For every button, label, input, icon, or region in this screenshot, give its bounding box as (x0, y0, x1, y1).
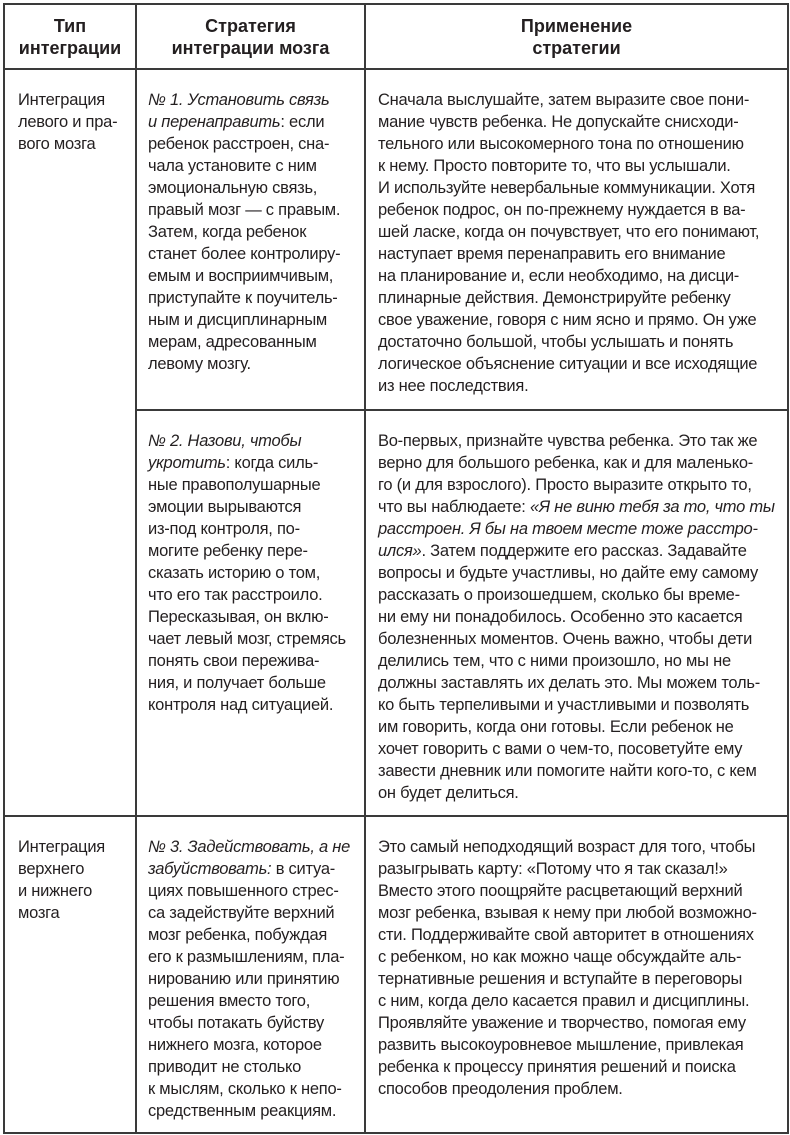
text-segment: им говорить, когда они готовы. Если ребенок не (378, 718, 734, 736)
italic-segment: и перенаправить (148, 113, 281, 131)
header-integration-type (4, 4, 136, 69)
text-line (378, 474, 787, 496)
text-line (378, 584, 787, 606)
text-line (148, 265, 364, 287)
text-line (148, 111, 364, 133)
application-cell (365, 69, 788, 410)
integration-type-cell (4, 69, 136, 816)
text-line (378, 836, 787, 858)
text-line (148, 518, 364, 540)
cell-text (137, 817, 364, 1122)
italic-segment: укротить (148, 454, 226, 472)
text-line (148, 1056, 364, 1078)
text-segment: верно для большого ребенка, как и для маленько- (378, 454, 754, 472)
text-line (148, 902, 364, 924)
text-line (18, 880, 135, 902)
text-segment: сти. Поддерживайте свой авторитет в отношениях (378, 926, 754, 944)
text-line (378, 782, 787, 804)
cell-text (137, 411, 364, 716)
text-line (18, 836, 135, 858)
text-segment: развить высокоуровневое мышление, привлекая (378, 1036, 744, 1054)
text-line (378, 199, 787, 221)
text-line (148, 562, 364, 584)
text-segment: понять свои пережива- (148, 652, 320, 670)
text-segment: ния, и получает больше (148, 674, 326, 692)
text-segment: ным и дисциплинарным (148, 311, 328, 329)
text-line (148, 924, 364, 946)
text-segment: рассказать о произошедшем, сколько бы време- (378, 586, 740, 604)
text-segment: с ним, когда дело касается правил и дисциплины. (378, 992, 750, 1010)
text-segment: са задействуйте верхний (148, 904, 335, 922)
text-segment: мозг ребенка, взывая к нему при любой возможно- (378, 904, 757, 922)
text-line (148, 606, 364, 628)
text-segment: циях повышенного стрес- (148, 882, 339, 900)
text-segment: И используйте невербальные коммуникации. Хотя (378, 179, 756, 197)
text-segment: достаточно большой, чтобы услышать и понять (378, 333, 734, 351)
text-segment: он будет делиться. (378, 784, 519, 802)
text-segment: Пересказывая, он вклю- (148, 608, 329, 626)
text-line (148, 880, 364, 902)
text-segment: правый мозг — с правым. (148, 201, 341, 219)
text-line (378, 968, 787, 990)
application-cell (365, 410, 788, 816)
text-line (148, 1012, 364, 1034)
text-segment: го (и для взрослого). Просто выразите открыто то, (378, 476, 752, 494)
text-segment: Затем, когда ребенок (148, 223, 307, 241)
text-segment: логическое объяснение ситуации и все исходящие (378, 355, 758, 373)
text-segment: сказать историю о том, (148, 564, 321, 582)
text-segment: : когда силь- (225, 454, 319, 472)
text-segment: эмоции вырываются (148, 498, 302, 516)
text-line (378, 1078, 787, 1100)
italic-segment: ился» (378, 542, 422, 560)
text-line (378, 309, 787, 331)
table-row (4, 816, 788, 1133)
text-line (378, 375, 787, 397)
text-line (378, 1034, 787, 1056)
table-row (4, 69, 788, 410)
text-segment: . Затем поддержите его рассказ. Задавайте (421, 542, 747, 560)
header-row (4, 4, 788, 69)
text-line (378, 716, 787, 738)
text-line (378, 760, 787, 782)
header-application (365, 4, 788, 69)
text-segment: : если (280, 113, 325, 131)
text-line (378, 133, 787, 155)
header-line: Применение (520, 15, 633, 36)
text-line (148, 694, 364, 716)
text-line (378, 606, 787, 628)
text-segment: ребенка к процессу принятия решений и поиска (378, 1058, 736, 1076)
text-segment: эмоциональную связь, (148, 179, 318, 197)
header-line: Стратегия (205, 15, 296, 36)
text-line (18, 858, 135, 880)
text-line (148, 243, 364, 265)
text-segment: ко быть терпеливыми и участливыми и позволять (378, 696, 750, 714)
cell-text (366, 411, 787, 804)
text-line (378, 946, 787, 968)
italic-segment: расстроен. Я бы на твоем месте тоже расстро- (378, 520, 758, 538)
text-segment: вопросы и будьте участливы, но дайте ему самому (378, 564, 759, 582)
text-segment: болезненных моментов. Очень важно, чтобы дети (378, 630, 753, 648)
text-line (148, 1034, 364, 1056)
text-segment: что вы наблюдаете: (378, 498, 530, 516)
text-line (378, 650, 787, 672)
text-segment: тельного или высокомерного тона по отношению (378, 135, 744, 153)
text-line (378, 694, 787, 716)
text-segment: нижнего мозга, которое (148, 1036, 322, 1054)
text-segment: из нее последствия. (378, 377, 529, 395)
text-segment: шей ласке, когда он почувствует, что его понимают, (378, 223, 760, 241)
text-segment: Сначала выслушайте, затем выразите свое пони- (378, 91, 750, 109)
text-segment: ные правополушарные (148, 476, 321, 494)
text-segment: мозга (18, 904, 60, 922)
text-segment: Во-первых, признайте чувства ребенка. Это так же (378, 432, 758, 450)
text-line (378, 331, 787, 353)
italic-segment: забуйствовать: (148, 860, 272, 878)
text-line (148, 221, 364, 243)
text-line (378, 672, 787, 694)
text-line (148, 672, 364, 694)
text-segment: мание чувств ребенка. Не допускайте снисходи- (378, 113, 739, 131)
text-line (148, 309, 364, 331)
cell-text (5, 817, 135, 924)
text-segment: приступайте к поучитель- (148, 289, 338, 307)
text-line (18, 902, 135, 924)
text-line (148, 1078, 364, 1100)
italic-segment: «Я не виню тебя за то, что ты (529, 498, 775, 516)
italic-segment: № 1. Установить связь (148, 91, 330, 109)
text-line (148, 990, 364, 1012)
text-segment: должны заставлять их делать это. Мы можем толь- (378, 674, 760, 692)
text-line (378, 353, 787, 375)
text-segment: ребенок расстроен, сна- (148, 135, 330, 153)
application-cell (365, 816, 788, 1133)
strategy-table (3, 3, 789, 1134)
text-segment: плинарные действия. Демонстрируйте ребенку (378, 289, 731, 307)
text-line (378, 628, 787, 650)
strategy-cell (136, 69, 365, 410)
header-line: интеграции (18, 37, 122, 58)
text-segment: с ребенком, но как можно чаще обсуждайте аль- (378, 948, 742, 966)
text-line (148, 287, 364, 309)
text-line (378, 177, 787, 199)
text-segment: хочет говорить с вами о чем-то, посоветуйте ему (378, 740, 743, 758)
text-line (378, 990, 787, 1012)
text-line (378, 430, 787, 452)
text-segment: станет более контролиру- (148, 245, 341, 263)
text-line (378, 518, 787, 540)
text-line (378, 243, 787, 265)
text-segment: тернативные решения и вступайте в переговоры (378, 970, 743, 988)
text-segment: ни ему ни понадобилось. Особенно это касается (378, 608, 743, 626)
text-line (148, 1100, 364, 1122)
text-segment: Интеграция (18, 838, 105, 856)
strategy-cell (136, 410, 365, 816)
text-segment: чала установите с ним (148, 157, 317, 175)
text-segment: нированию или принятию (148, 970, 340, 988)
header-line: Тип (53, 15, 87, 36)
text-line (378, 562, 787, 584)
cell-text (366, 817, 787, 1100)
text-line (148, 584, 364, 606)
integration-type-cell (4, 816, 136, 1133)
text-line (148, 177, 364, 199)
italic-segment: № 3. Задействовать, а не (148, 838, 351, 856)
text-line (378, 924, 787, 946)
text-segment: левого и пра- (18, 113, 118, 131)
text-segment: Это самый неподходящий возраст для того, чтобы (378, 838, 756, 856)
text-segment: мозг ребенка, побуждая (148, 926, 328, 944)
text-line (378, 111, 787, 133)
text-segment: приводит не столько (148, 1058, 302, 1076)
text-line (148, 452, 364, 474)
text-line (18, 89, 135, 111)
text-segment: Интеграция (18, 91, 105, 109)
text-line (148, 89, 364, 111)
text-segment: вого мозга (18, 135, 96, 153)
text-line (148, 430, 364, 452)
text-line (378, 89, 787, 111)
text-line (148, 133, 364, 155)
text-segment: способов преодоления проблем. (378, 1080, 623, 1098)
text-line (378, 265, 787, 287)
text-line (148, 628, 364, 650)
text-line (148, 155, 364, 177)
cell-text (366, 70, 787, 397)
text-segment: могите ребенку пере- (148, 542, 308, 560)
text-segment: свое уважение, говоря с ним ясно и прямо. Он уже (378, 311, 757, 329)
text-line (378, 880, 787, 902)
text-segment: что его так расстроило. (148, 586, 323, 604)
text-line (378, 738, 787, 760)
text-line (148, 836, 364, 858)
text-segment: емым и восприимчивым, (148, 267, 334, 285)
text-segment: в ситуа- (271, 860, 336, 878)
text-segment: средственным реакциям. (148, 1102, 337, 1120)
text-line (148, 650, 364, 672)
header-line: стратегии (532, 37, 621, 58)
text-line (148, 946, 364, 968)
text-segment: из-под контроля, по- (148, 520, 300, 538)
text-segment: наступает время перенаправить его внимание (378, 245, 726, 263)
text-line (378, 452, 787, 474)
text-line (378, 902, 787, 924)
text-segment: контроля над ситуацией. (148, 696, 334, 714)
text-line (148, 496, 364, 518)
cell-text (137, 70, 364, 375)
text-line (378, 221, 787, 243)
text-line (378, 1012, 787, 1034)
text-line (378, 858, 787, 880)
text-line (148, 353, 364, 375)
text-segment: его к размышлениям, пла- (148, 948, 345, 966)
text-segment: верхнего (18, 860, 85, 878)
text-line (148, 540, 364, 562)
text-segment: чает левый мозг, стремясь (148, 630, 346, 648)
text-line (148, 474, 364, 496)
text-segment: ребенок подрос, он по-прежнему нуждается в ва- (378, 201, 746, 219)
strategy-cell (136, 816, 365, 1133)
text-segment: к мыслям, сколько к непо- (148, 1080, 342, 1098)
text-line (378, 287, 787, 309)
text-line (378, 1056, 787, 1078)
text-segment: Вместо этого поощряйте расцветающий верхний (378, 882, 743, 900)
header-strategy (136, 4, 365, 69)
text-line (18, 111, 135, 133)
text-line (148, 199, 364, 221)
text-line (148, 331, 364, 353)
text-segment: Проявляйте уважение и творчество, помогая ему (378, 1014, 746, 1032)
text-segment: на планирование и, если необходимо, на дисци- (378, 267, 740, 285)
text-line (148, 858, 364, 880)
text-line (148, 968, 364, 990)
italic-segment: № 2. Назови, чтобы (148, 432, 302, 450)
text-segment: разыгрывать карту: «Потому что я так сказал!» (378, 860, 728, 878)
text-segment: мерам, адресованным (148, 333, 317, 351)
text-line (378, 540, 787, 562)
header-line: интеграции мозга (171, 37, 330, 58)
cell-text (5, 70, 135, 155)
text-segment: к нему. Просто повторите то, что вы услышали. (378, 157, 731, 175)
text-line (378, 155, 787, 177)
text-segment: завести дневник или помогите найти кого-то, с кем (378, 762, 757, 780)
text-segment: делились тем, что с ними произошло, но мы не (378, 652, 731, 670)
text-segment: решения вместо того, (148, 992, 311, 1010)
text-line (18, 133, 135, 155)
text-segment: чтобы потакать буйству (148, 1014, 324, 1032)
text-segment: и нижнего (18, 882, 93, 900)
text-line (378, 496, 787, 518)
text-segment: левому мозгу. (148, 355, 251, 373)
